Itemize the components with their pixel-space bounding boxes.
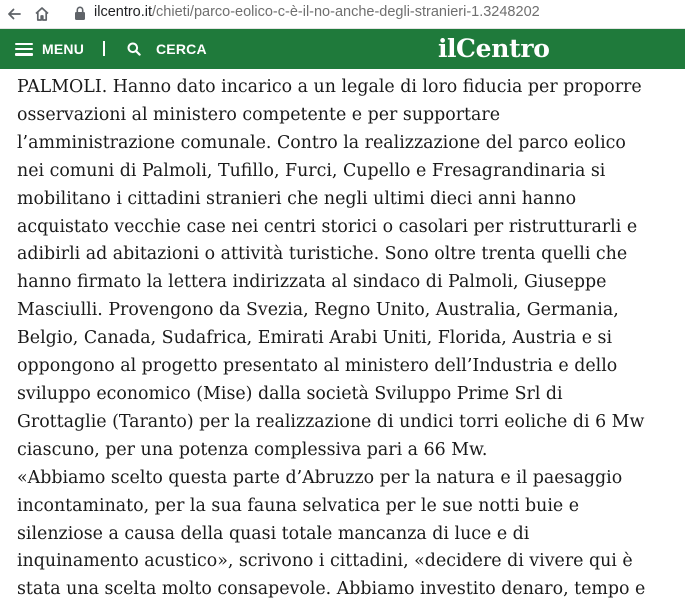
- site-header: [0, 29, 685, 69]
- home-icon[interactable]: [30, 2, 54, 26]
- header-divider: [103, 41, 105, 56]
- article-body: [17, 74, 677, 604]
- url-path: /chieti/parco-eolico-c-è-il-no-anche-degli-stranieri-1.3248202: [152, 4, 540, 20]
- search-label: CERCA: [156, 41, 207, 57]
- article-paragraph: «Abbiamo scelto questa parte d’Abruzzo per la natura e il paesaggio incontaminato, per la sua fauna selvatica per le sue notti buie e silenziose a causa della quasi totale mancanza di luce e di inquinamento acustico», scrivono i cittadini, «decidere di vivere qui è stata una scelta molto consapevole. Abbiamo investito denaro, tempo e: [17, 467, 646, 600]
- article-paragraph: PALMOLI. Hanno dato incarico a un legale di loro fiducia per proporre osservazioni al ministero competente e per supportare l’amministrazione comunale. Contro la realizzazione del parco eolico nei comuni di Palmoli, Tufillo, Furci, Cupello e Fresagrandinaria si mobilitano i cittadini stranieri che negli ultimi dieci anni hanno acquistato vecchie case nei centri storici o casolari per ristrutturarli e adibirli ad abitazioni o attività turistiche. Sono oltre trenta quelli che hanno firmato la lettera indirizzata al sindaco di Palmoli, Giuseppe Masciulli. Provengono da Svezia, Regno Unito, Australia, Germania, Belgio, Canada, Sudafrica, Emirati Arabi Uniti, Florida, Austria e si oppongono al progetto presentato al ministero dell’Industria e dello sviluppo economico (Mise) dalla società Sviluppo Prime Srl di Grottaglie (Taranto) per la realizzazione di undici torri eoliche di 6 Mw ciascuno, per una potenza complessiva pari a 66 Mw.: [17, 77, 645, 460]
- logo-il: il: [438, 34, 456, 63]
- site-logo[interactable]: [438, 33, 550, 65]
- menu-label: MENU: [42, 41, 85, 57]
- url-domain: ilcentro.it: [94, 4, 153, 20]
- back-arrow-icon[interactable]: [2, 2, 26, 26]
- menu-button[interactable]: [15, 29, 84, 69]
- logo-centro: Centro: [456, 34, 550, 63]
- url-field[interactable]: [94, 4, 540, 20]
- hamburger-icon: [15, 43, 33, 56]
- search-button[interactable]: [127, 29, 207, 69]
- lock-icon[interactable]: [73, 5, 87, 21]
- browser-address-bar: [0, 0, 685, 29]
- search-icon: [127, 42, 141, 56]
